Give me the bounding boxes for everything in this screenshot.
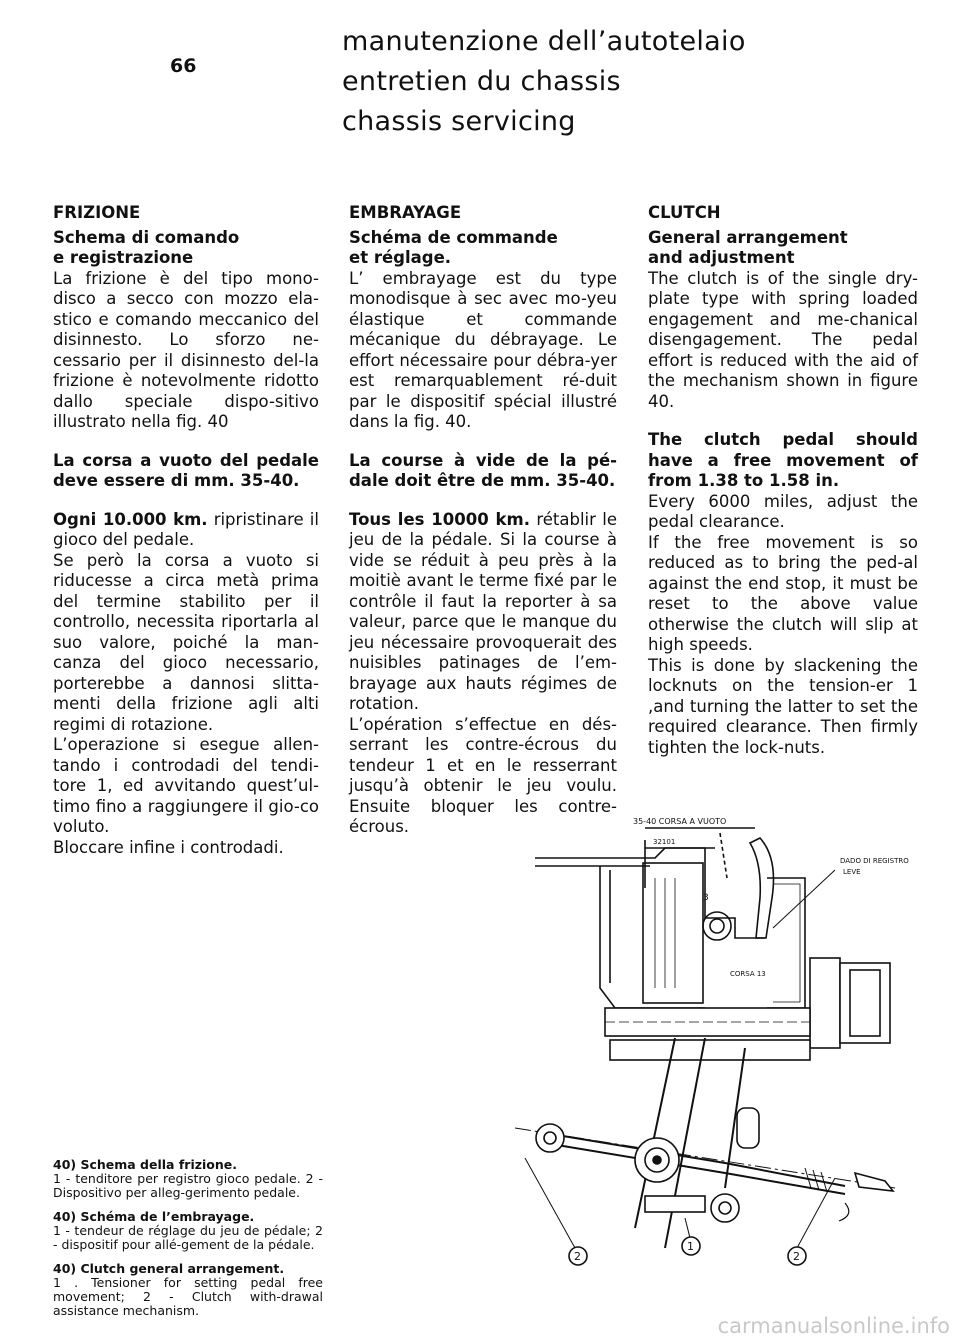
interval-text: ripristinare il gioco del pedale.	[53, 509, 319, 549]
body-paragraph: If the free movement is so reduced as to bring the ped-al against the end stop, it must be reset to the above value otherwise the clutch will slip at high speeds.	[648, 532, 918, 654]
pulley	[810, 958, 840, 1048]
label-dimension: 32101	[653, 838, 676, 846]
leader-line	[685, 1218, 690, 1238]
column-english	[648, 203, 918, 758]
section-title: EMBRAYAGE	[349, 203, 462, 222]
tensioner	[645, 1196, 705, 1212]
flywheel-block	[643, 863, 703, 1003]
subtitle: et réglage.	[349, 248, 452, 267]
section-title: FRIZIONE	[53, 203, 141, 222]
pedal-shape	[750, 838, 774, 938]
callout-3: 3	[703, 893, 709, 903]
label-nut: DADO DI REGISTRO	[840, 857, 909, 865]
free-travel-note: La corsa a vuoto del pedale deve essere di mm. 35-40.	[53, 450, 319, 490]
subtitle: and adjustment	[648, 248, 795, 267]
interval-paragraph	[349, 510, 617, 715]
pulley-hub	[850, 970, 880, 1036]
label-travel: CORSA 13	[730, 970, 766, 978]
free-travel-note: The clutch pedal should have a free movement of from 1.38 to 1.58 in.	[648, 430, 918, 490]
subtitle: General arrangement	[648, 227, 848, 247]
subtitle: Schéma de commande	[349, 227, 558, 247]
page-header	[342, 22, 746, 142]
watermark: carmanualsonline.info	[717, 1314, 950, 1338]
page-number: 66	[170, 55, 197, 77]
spring-coil	[710, 919, 724, 933]
title-english: chassis servicing	[342, 106, 576, 137]
clutch-diagram	[505, 808, 925, 1274]
figure-captions	[53, 1158, 323, 1318]
caption-title: 40) Clutch general arrangement.	[53, 1261, 285, 1276]
callout-2-right: 2	[793, 1250, 800, 1263]
caption-text: 1 . Tensioner for setting pedal free movement; 2 - Clutch with-drawal assistance mechanism.	[53, 1275, 323, 1318]
interval-paragraph: Every 6000 miles, adjust the pedal clearance.	[648, 491, 918, 531]
caption-text: 1 - tenditore per registro gioco pedale. 2 - Dispositivo per alleg-gerimento pedale.	[53, 1171, 323, 1200]
leader-line	[525, 1158, 575, 1248]
housing-outline	[773, 884, 800, 1002]
body-paragraph: L’operazione si esegue allen-tando i controdadi del tendi-tore 1, ed avvitando quest’ul-timo fino a raggiungere il gio-co voluto.	[53, 735, 319, 836]
caption-title: 40) Schéma de l’embrayage.	[53, 1209, 255, 1224]
label-free-travel: 35-40 CORSA A VUOTO	[633, 817, 727, 826]
column-italian	[53, 203, 319, 858]
interval-text: rétablir le jeu de la pédale. Si la course à vide se réduit à peu près à la moitiè avant le terme fixé par le contrôle il faut la reporter à sa valeur, parce que le manque du jeu nécessaire provoquerait des nuisibles patinages de l’em-brayage aux hauts régimes de rotation.	[349, 509, 617, 713]
body-paragraph: Se però la corsa a vuoto si riducesse a circa metà prima del termine stabilito per il controllo, necessita riportarla al suo valore, poiché la man-canza del gioco necessario, porterebbe a dannosi slitta-menti della frizione agli alti regimi di rotazione.	[53, 550, 319, 734]
section-title: CLUTCH	[648, 203, 721, 222]
callout-2-left: 2	[574, 1250, 581, 1263]
free-travel-note: La course à vide de la pé-dale doit être de mm. 35-40.	[349, 450, 617, 490]
caption-text: 1 - tendeur de réglage du jeu de pédale; 2 - dispositif pour allé-gement de la pédale.	[53, 1223, 323, 1252]
intro-paragraph: La frizione è del tipo mono-disco a secco con mozzo ela-stico e comando meccanico del disinnesto. Lo sforzo ne-cessario per il disinnesto del-la frizione è notevolmente ridotto dallo speciale dispo-sitivo illustrato nella fig. 40	[53, 268, 319, 431]
interval-paragraph	[53, 510, 319, 551]
body-paragraph: L’opération s’effectue en dés-serrant les contre-écrous du tendeur 1 et en le resserrant jusqu’à obtenir le jeu voulu. Ensuite bloquer les contre-écrous.	[349, 714, 617, 836]
subtitle: Schema di comando	[53, 227, 240, 247]
intro-paragraph: L’ embrayage est du type monodisque à sec avec mo-yeu élastique et commande mécanique du débrayage. Le effort nécessaire pour débra-yer est remarquablement ré-duit par le dispositif spécial illustré dans la fig. 40.	[349, 268, 617, 431]
label-lever: LEVE	[843, 868, 861, 876]
tension-rod	[545, 1133, 845, 1186]
pivot-center	[653, 1156, 661, 1164]
title-italian: manutenzione dell’autotelaio	[342, 26, 746, 57]
caption-title: 40) Schema della frizione.	[53, 1157, 238, 1172]
hatching	[655, 878, 675, 988]
spring-coil	[703, 912, 731, 940]
body-paragraph: This is done by slackening the locknuts on the tension-er 1 ,and turning the latter to set the required clearance. Then firmly tighten the lock-nuts.	[648, 655, 918, 757]
pedal-arc	[720, 833, 727, 878]
lever-link	[737, 1108, 759, 1148]
column-french	[349, 203, 617, 838]
pivot-joint	[711, 1194, 739, 1222]
interval-bold: Ogni 10.000 km.	[53, 509, 208, 529]
subtitle: e registrazione	[53, 248, 194, 267]
housing-outline	[600, 866, 705, 1008]
intro-paragraph: The clutch is of the single dry-plate type with spring loaded engagement and me-chanical disengagement. The pedal effort is reduced with the aid of the mechanism shown in figure 40.	[648, 268, 918, 411]
body-paragraph: Bloccare infine i controdadi.	[53, 837, 284, 857]
adjuster-end	[855, 1173, 893, 1191]
rotation-arrow	[839, 1203, 849, 1221]
interval-bold: Tous les 10000 km.	[349, 509, 530, 529]
pivot-joint	[536, 1124, 564, 1152]
title-french: entretien du chassis	[342, 66, 621, 97]
tension-rod	[545, 1143, 845, 1194]
shaft-lower	[610, 1040, 810, 1060]
callout-1: 1	[687, 1240, 694, 1253]
